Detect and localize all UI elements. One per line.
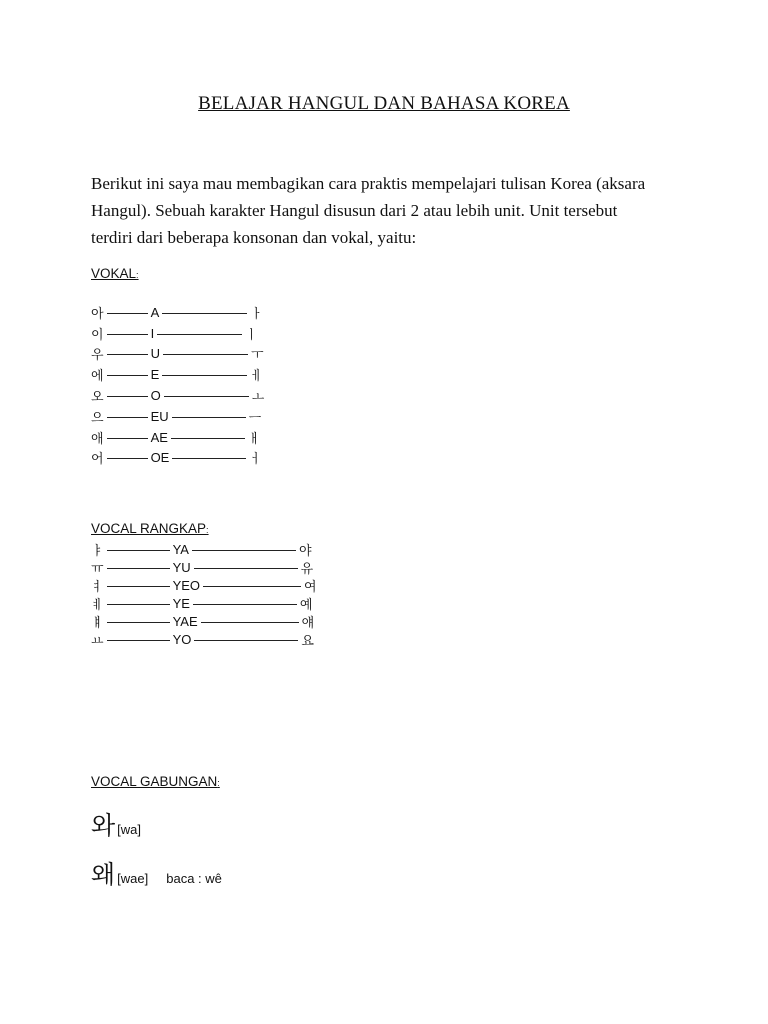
gabungan-note: baca : wê [166,871,222,886]
vokal-jamo: ㅔ [250,369,263,385]
vokal-syllable: 오 [91,390,104,406]
dash-line [107,604,170,605]
page-title: BELAJAR HANGUL DAN BAHASA KOREA [198,93,570,114]
rangkap-row [91,594,317,612]
gabungan-roman: [wa] [117,822,141,837]
rangkap-roman: YA [172,541,189,557]
dash-line [107,438,148,439]
dash-line [201,622,299,623]
vokal-row [91,364,264,385]
dash-line [107,550,170,551]
dash-line [107,458,148,459]
rangkap-row [91,612,317,630]
vokal-roman: AE [150,429,168,445]
gabungan-roman: [wae] [117,871,149,886]
rangkap-jamo: ㅛ [91,633,104,649]
vokal-row [91,448,264,469]
dash-line [107,334,148,335]
dash-line [194,568,298,569]
dash-line [171,438,245,439]
rangkap-row [91,540,317,558]
rangkap-syllable: 얘 [301,615,315,631]
vokal-syllable: 아 [91,306,104,322]
rangkap-jamo: ㅠ [91,561,104,577]
dash-line [203,586,301,587]
dash-line [162,375,247,376]
gabungan-heading [91,774,220,789]
vokal-row [91,427,264,448]
rangkap-row [91,576,317,594]
vokal-heading-colon: : [136,270,139,280]
vokal-row [91,344,264,365]
vokal-jamo: ㅗ [251,390,265,406]
dash-line [163,354,248,355]
dash-line [157,334,242,335]
dash-line [164,396,249,397]
rangkap-syllable: 야 [298,543,312,559]
vokal-roman: I [150,325,155,341]
vokal-jamo: ㅏ [250,306,263,322]
dash-line [193,604,297,605]
vokal-row [91,302,264,323]
rangkap-heading-label: VOCAL RANGKAP [91,521,207,536]
intro-line: terdiri dari beberapa konsonan dan vokal, yaitu: [91,228,417,247]
dash-line [172,458,246,459]
rangkap-jamo: ㅕ [91,579,104,595]
dash-line [107,417,148,418]
gabungan-char: 와 [91,811,116,840]
vokal-syllable: 어 [91,452,104,468]
rangkap-heading-colon: : [206,525,209,535]
vokal-heading-label: VOKAL [91,266,137,281]
vokal-roman: E [150,367,160,383]
dash-line [107,568,170,569]
vokal-roman: EU [150,408,169,424]
rangkap-roman: YE [172,595,190,611]
dash-line [194,640,298,641]
rangkap-roman: YEO [172,577,201,593]
intro-line: Berikut ini saya mau membagikan cara praktis mempelajari tulisan Korea (aksara [91,174,646,193]
gabungan-char: 왜 [91,860,116,889]
vokal-syllable: 이 [91,327,104,343]
gabungan-heading-label: VOCAL GABUNGAN [91,774,218,789]
vokal-syllable: 우 [91,348,104,364]
vokal-jamo: ㅣ [245,327,258,343]
dash-line [107,313,148,314]
rangkap-syllable: 유 [300,561,314,577]
gabungan-heading-colon: : [217,778,220,788]
rangkap-roman: YU [172,559,191,575]
dash-line [162,313,247,314]
dash-line [107,586,170,587]
vokal-roman: O [150,388,161,404]
vokal-jamo: ㅐ [247,431,261,447]
rangkap-roman: YO [172,631,192,647]
vokal-roman: A [150,304,160,320]
intro-line: Hangul). Sebuah karakter Hangul disusun dari 2 atau lebih unit. Unit tersebut [91,201,618,220]
vokal-syllable: 으 [91,410,104,426]
dash-line [172,417,246,418]
vokal-heading [91,266,139,281]
vokal-roman: U [150,346,160,362]
dash-line [107,622,170,623]
rangkap-heading [91,521,209,536]
vokal-jamo: ㅡ [248,410,262,426]
rangkap-syllable: 여 [304,579,317,595]
rangkap-row [91,558,317,576]
rangkap-row [91,630,317,648]
vokal-syllable: 애 [91,431,104,447]
rangkap-syllable: 예 [299,597,313,613]
gabungan-item [91,806,141,842]
dash-line [107,375,148,376]
rangkap-table [91,540,317,648]
intro-paragraph [91,170,701,251]
dash-line [107,354,148,355]
vokal-table [91,302,264,468]
rangkap-jamo: ㅒ [91,615,104,631]
vokal-row [91,323,264,344]
dash-line [107,396,148,397]
vokal-jamo: ㅜ [250,348,264,364]
dash-line [192,550,296,551]
rangkap-jamo: ㅑ [91,543,104,559]
gabungan-item [91,855,222,891]
vokal-jamo: ㅓ [249,452,262,468]
rangkap-roman: YAE [172,613,198,629]
vokal-syllable: 에 [91,369,104,385]
dash-line [107,640,170,641]
vokal-row [91,406,264,427]
vokal-row [91,385,264,406]
rangkap-jamo: ㅖ [91,597,104,613]
vokal-roman: OE [150,450,170,466]
rangkap-syllable: 요 [301,633,314,649]
